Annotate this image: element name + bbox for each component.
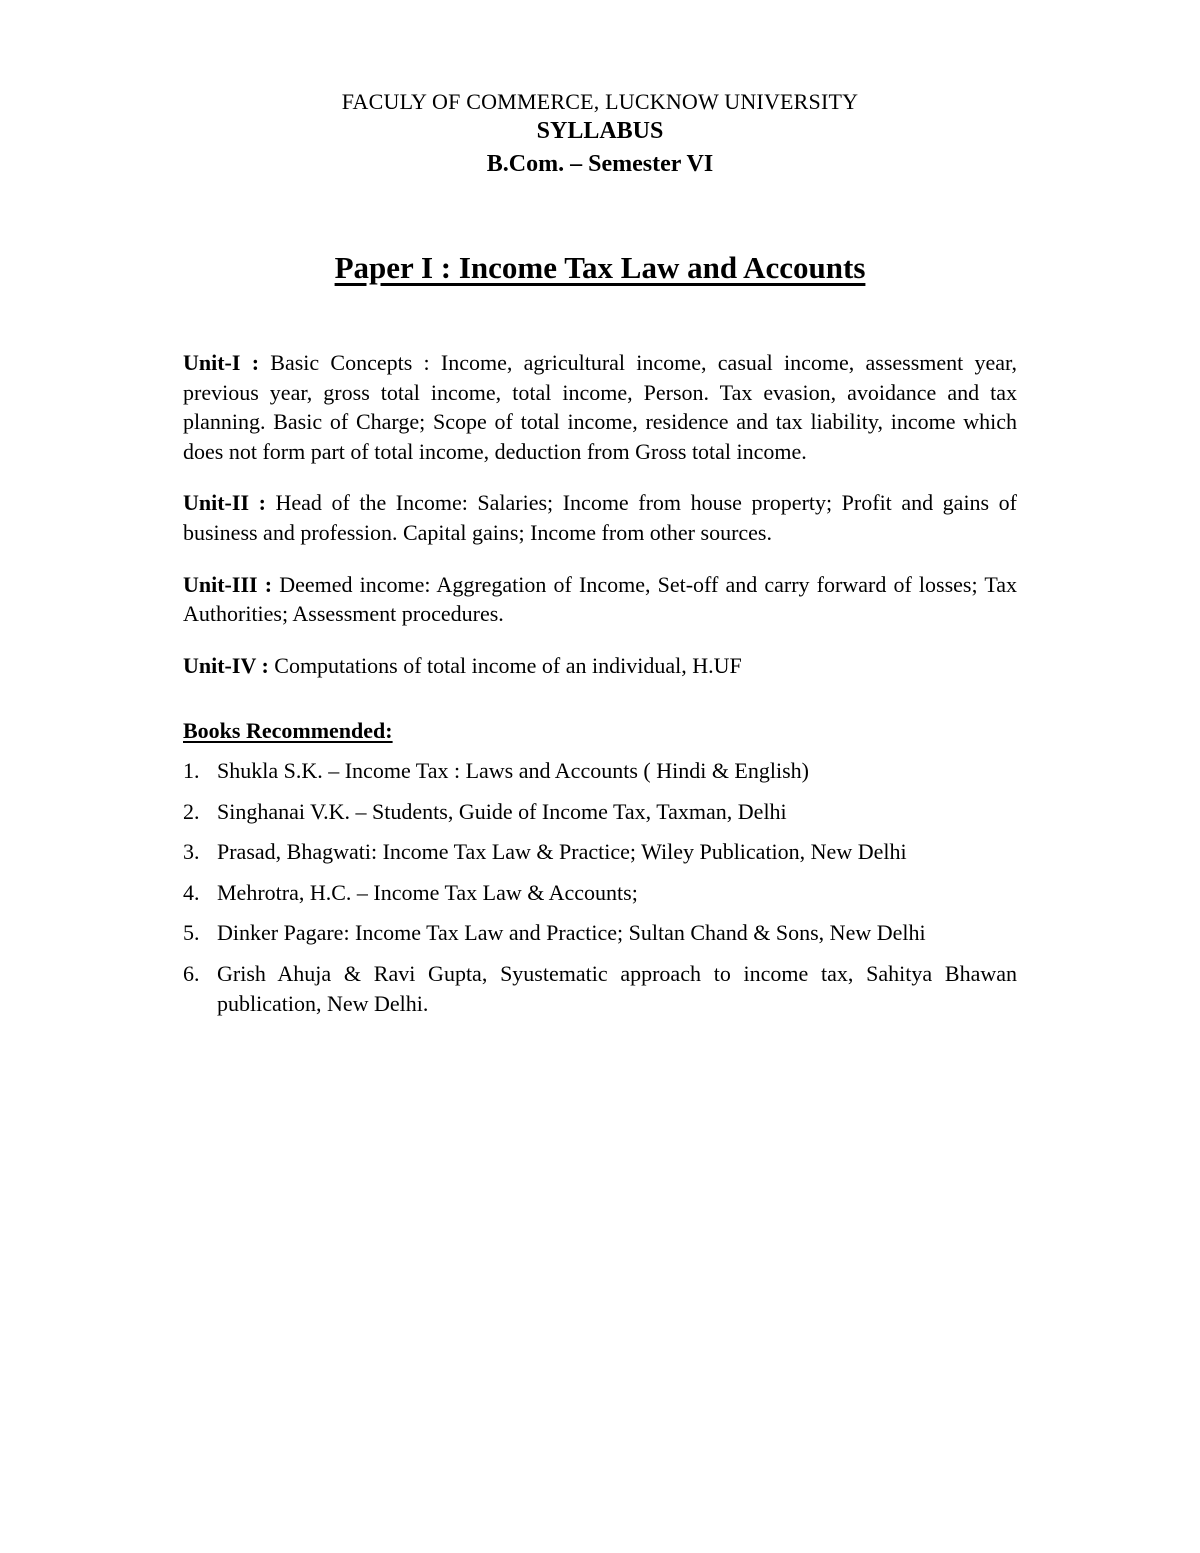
book-item [183, 837, 1017, 867]
syllabus-heading: SYLLABUS [536, 118, 664, 144]
semester-heading: B.Com. – Semester VI [486, 151, 714, 177]
unit-4 [183, 651, 1017, 681]
unit-3-label: Unit-III : [183, 571, 273, 597]
book-number: 1. [183, 757, 200, 783]
unit-1-text: Basic Concepts : Income, agricultural income, casual income, assessment year, previous year, gross total income, total income, Person. Tax evasion, avoidance and tax planning. Basic of Charge; Scope of total income, residence and tax liability, income which does not form part of total income, deduction from Gross total income. [183, 350, 1018, 464]
book-text: Mehrotra, H.C. – Income Tax Law & Accounts; [217, 879, 638, 905]
unit-3-text: Deemed income: Aggregation of Income, Set-off and carry forward of losses; Tax Authorities; Assessment procedures. [183, 571, 1018, 627]
book-number: 4. [183, 879, 200, 905]
unit-3 [183, 570, 1017, 629]
faculty-heading: FACULY OF COMMERCE, LUCKNOW UNIVERSITY [341, 89, 859, 114]
book-text: Shukla S.K. – Income Tax : Laws and Accounts ( Hindi & English) [217, 757, 809, 783]
book-text: Grish Ahuja & Ravi Gupta, Syustematic approach to income tax, Sahitya Bhawan publication, New Delhi. [217, 960, 1017, 1016]
books-recommended-heading: Books Recommended: [183, 718, 393, 744]
book-number: 6. [183, 960, 200, 986]
syllabus-content [183, 348, 1017, 1029]
book-number: 2. [183, 798, 200, 824]
book-text: Dinker Pagare: Income Tax Law and Practice; Sultan Chand & Sons, New Delhi [217, 920, 926, 946]
book-item [183, 918, 1017, 948]
paper-title: Paper I : Income Tax Law and Accounts [334, 250, 866, 285]
book-text: Prasad, Bhagwati: Income Tax Law & Practice; Wiley Publication, New Delhi [217, 839, 907, 865]
unit-4-text: Computations of total income of an individual, H.UF [274, 652, 742, 678]
unit-1-label: Unit-I : [183, 350, 260, 375]
book-number: 3. [183, 839, 200, 865]
book-list [183, 756, 1017, 1018]
book-item [183, 959, 1017, 1018]
book-item [183, 756, 1017, 786]
unit-1 [183, 348, 1017, 466]
unit-2-text: Head of the Income: Salaries; Income from house property; Profit and gains of business and profession. Capital gains; Income from other sources. [183, 490, 1018, 545]
book-number: 5. [183, 920, 200, 946]
unit-2 [183, 488, 1017, 547]
unit-4-label: Unit-IV : [183, 652, 269, 678]
unit-2-label: Unit-II : [183, 490, 266, 516]
book-item [183, 878, 1017, 908]
book-text: Singhanai V.K. – Students, Guide of Income Tax, Taxman, Delhi [217, 798, 787, 824]
book-item [183, 797, 1017, 827]
